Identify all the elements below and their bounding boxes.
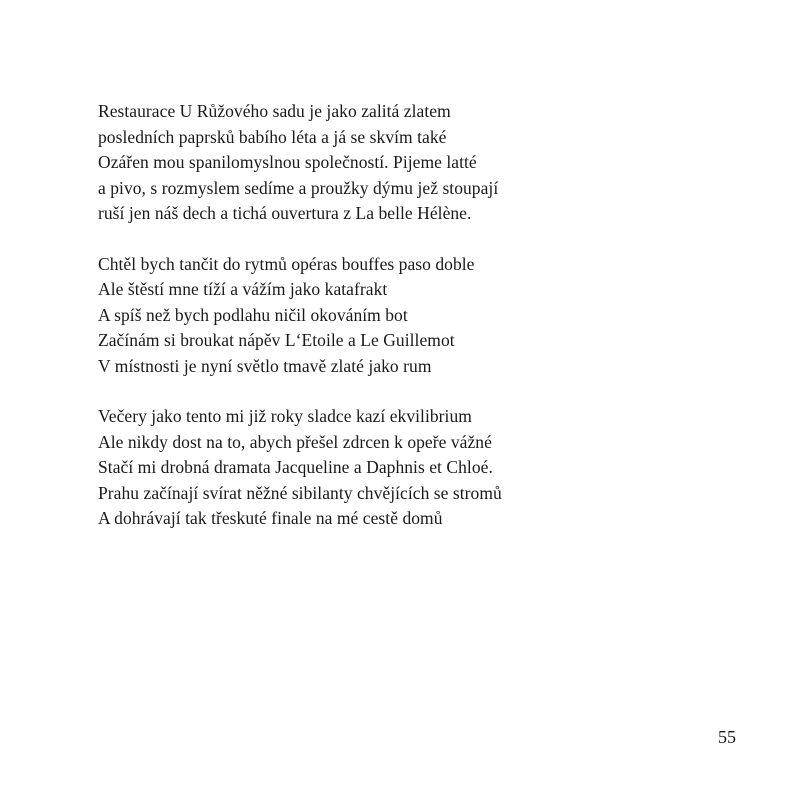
poem-line: Restaurace U Růžového sadu je jako zalitá zlatem [98,101,451,121]
poem-line: Prahu začínají svírat něžné sibilanty chvějících se stromů [98,482,502,503]
stanza-2 [98,252,778,380]
poem-line: A dohrávají tak třeskuté finale na mé cestě domů [98,508,443,528]
stanza-3 [98,404,778,532]
page-number: 55 [718,727,736,747]
poem-line: ruší jen náš dech a tichá ouvertura z La belle Hélène. [98,203,472,223]
poem-line: Stačí mi drobná dramata Jacqueline a Daphnis et Chloé. [98,457,493,477]
poem-line: posledních paprsků babího léta a já se skvím také [98,126,447,147]
poem-line: V místnosti je nyní světlo tmavě zlaté jako rum [98,355,432,376]
poem-line: a pivo, s rozmyslem sedíme a proužky dýmu jež stoupají [98,177,499,198]
poem-line: A spíš než bych podlahu ničil okováním bot [98,304,408,325]
poem-line: Ale štěstí mne tíží a vážím jako katafrakt [98,279,388,299]
poem-line: Začínám si broukat nápěv L‘Etoile a Le Guillemot [98,330,455,350]
stanza-1 [98,99,778,227]
poem-line: Večery jako tento mi již roky sladce kazí ekvilibrium [98,406,472,426]
poem-line: Ale nikdy dost na to, abych přešel zdrcen k opeře vážné [98,431,492,452]
poem-body [98,99,778,557]
poem-line: Chtěl bych tančit do rytmů opéras bouffes paso doble [98,253,475,274]
poem-line: Ozářen mou spanilomyslnou společností. Pijeme latté [98,152,477,172]
